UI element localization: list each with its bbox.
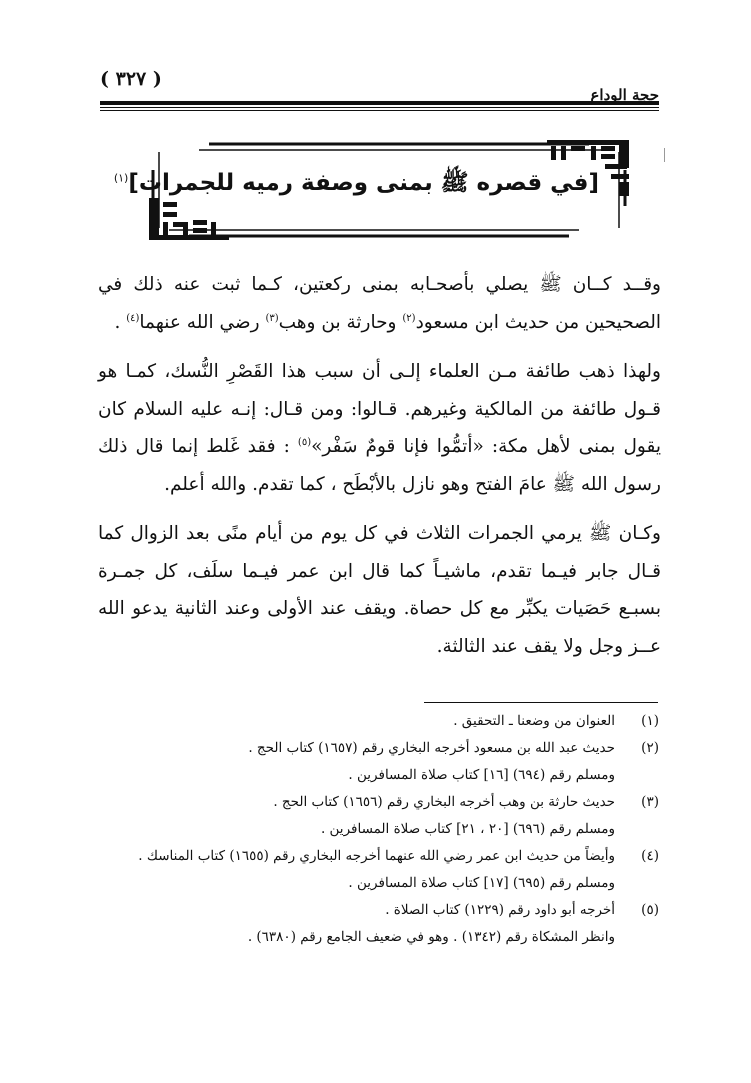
chapter-title [114,168,599,202]
page-number: ( ٣٢٧ ) [100,68,162,90]
footnote-ref-5: (٥) [297,436,312,448]
header-rule-thin [100,107,659,108]
text-segment: . [114,311,127,333]
header-rule-thin-lower [100,110,659,111]
footnote-line: وأيضاً من حديث ابن عمر رضي الله عنهما أخرجه البخاري رقم (١٦٥٥) كتاب المناسك . [138,848,615,864]
paragraph-2 [98,353,661,503]
footnote-line: ومسلم رقم (٦٩٦) [٢٠ ، ٢١] كتاب صلاة المسافرين . [320,821,615,837]
footnote-ref-3: (٣) [265,312,279,324]
footnote-ref-2: (٢) [402,312,416,324]
chapter-title-text: [في قصره ﷺ بمنى وصفة رميه للجمرات] [128,170,599,196]
footnote-3 [98,789,659,843]
book-title: حجة الوداع [590,86,659,104]
footnote-line: ومسلم رقم (٦٩٥) [١٧] كتاب صلاة المسافرين . [348,875,615,891]
footnote-number: (٤) [641,848,659,864]
text-segment: وقــد كــان ﷺ يصلي بأصحـابه بمنى ركعتين، كـما ثبت عنه ذلك في الصحيحين من حديث ابن مسعود [98,274,661,333]
paragraph-3 [98,515,661,665]
footnote-2 [98,735,659,789]
margin-mark [664,148,665,162]
footnote-line: وانظر المشكاة رقم (١٣٤٢) . وهو في ضعيف الجامع رقم (٦٣٨٠) . [247,929,615,945]
footnote-line: حديث حارثة بن وهب أخرجه البخاري رقم (١٦٥٦) كتاب الحج . [273,794,615,810]
footnote-number: (٥) [641,902,659,918]
header-rule-thick [100,101,659,105]
footnote-number: (١) [641,713,659,729]
footnote-5 [98,897,659,951]
main-text [98,266,661,677]
text-segment: : فقد غَلط إنما قال ذلك رسول الله ﷺ عامَ الفتح وهو نازل بالأبْطَح ، كما تقدم. والله أعلم. [98,436,661,495]
footnote-1 [98,708,659,735]
text-segment: وحارثة بن وهب [278,311,403,333]
footnote-line: العنوان من وضعنا ـ التحقيق . [453,713,615,729]
footnote-separator [424,702,658,703]
text-segment: رضي الله عنهما [139,311,266,333]
chapter-title-note-ref: (١) [113,171,129,185]
paragraph-1 [98,266,661,341]
running-header [100,66,659,102]
text-segment: وكـان ﷺ يرمي الجمرات الثلاث في كل يوم من أيام منًى بعد الزوال كما قـال جابر فيـما تقدم، ماشيـاً كما قال ابن عمر فيـما سلَف، كل جمـرة بسبـع حَصَيات يكبِّر مع كل حصاة. ويقف عند الأولى وعند الثانية يدعو الله عــز وجل ولا يقف عند الثالثة. [98,523,661,657]
footnote-ref-4: (٤) [126,312,140,324]
text-segment: ولهذا ذهب طائفة مـن العلماء إلـى أن سبب هذا القَصْرِ النُّسك، كمـا هو قـول طائفة من المالكية وغيرهم. قـالوا: ومن قـال: إنـه عليه السلام كان يقول بمنى لأهل مكة: «أتمُّوا فإنا قومٌ سَفْر» [98,361,661,457]
footnote-line: حديث عبد الله بن مسعود أخرجه البخاري رقم (١٦٥٧) كتاب الحج . [248,740,615,756]
footnote-line: أخرجه أبو داود رقم (١٢٢٩) كتاب الصلاة . [385,902,615,918]
footnote-4 [98,843,659,897]
footnote-line: ومسلم رقم (٦٩٤) [١٦] كتاب صلاة المسافرين . [348,767,615,783]
chapter-heading-frame [113,140,629,240]
footnote-number: (٢) [641,740,659,756]
footnotes [98,708,659,951]
footnote-number: (٣) [641,794,659,810]
